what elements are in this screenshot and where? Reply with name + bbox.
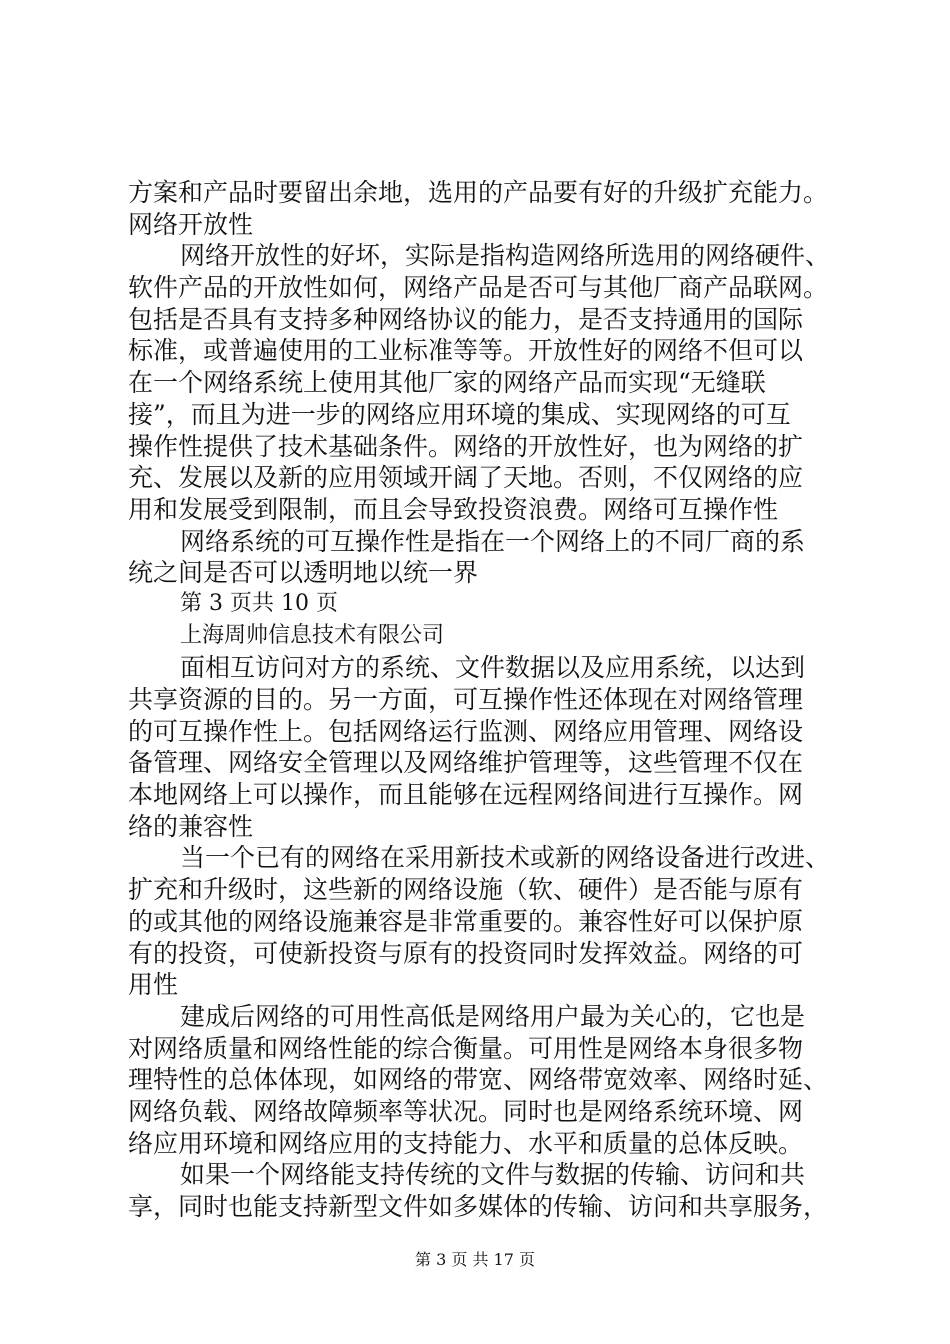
text-line: 方案和产品时要留出余地，选用的产品要有好的升级扩充能力。: [128, 178, 829, 207]
text-line: 网络开放性的好坏，实际是指构造网络所选用的网络硬件、: [180, 241, 831, 270]
text-line: 络应用环境和网络应用的支持能力、水平和质量的总体反映。: [128, 1129, 804, 1158]
text-line: 当一个已有的网络在采用新技术或新的网络设备进行改进、: [180, 843, 831, 872]
text-line: 在一个网络系统上使用其他厂家的网络产品而实现“无缝联: [128, 368, 766, 397]
text-line: 用和发展受到限制，而且会导致投资浪费。网络可互操作性: [128, 495, 779, 524]
text-line: 包括是否具有支持多种网络协议的能力，是否支持通用的国际: [128, 305, 804, 334]
text-line: 对网络质量和网络性能的综合衡量。可用性是网络本身很多物: [128, 1034, 804, 1063]
text-line: 的可互操作性上。包括网络运行监测、网络应用管理、网络设: [128, 717, 804, 746]
text-line: 面相互访问对方的系统、文件数据以及应用系统，以达到: [180, 653, 806, 682]
text-line: 用性: [128, 970, 179, 999]
text-line: 理特性的总体体现，如网络的带宽、网络带宽效率、网络时延、: [128, 1065, 829, 1094]
text-line: 软件产品的开放性如何，网络产品是否可与其他厂商产品联网。: [128, 273, 829, 302]
text-line: 如果一个网络能支持传统的文件与数据的传输、访问和共: [180, 1160, 806, 1189]
text-line: 网络负载、网络故障频率等状况。同时也是网络系统环境、网: [128, 1097, 804, 1126]
text-line: 络的兼容性: [128, 812, 254, 841]
text-line: 网络系统的可互操作性是指在一个网络上的不同厂商的系: [180, 527, 806, 556]
text-line: 备管理、网络安全管理以及网络维护管理等，这些管理不仅在: [128, 748, 804, 777]
text-line: 享，同时也能支持新型文件如多媒体的传输、访问和共享服务，: [128, 1192, 829, 1221]
text-line: 标准，或普遍使用的工业标准等等。开放性好的网络不但可以: [128, 336, 804, 365]
text-line: 有的投资，可使新投资与原有的投资同时发挥效益。网络的可: [128, 939, 804, 968]
section-heading-network-openness: 网络开放性: [128, 210, 254, 239]
text-line: 扩充和升级时，这些新的网络设施（软、硬件）是否能与原有: [128, 875, 804, 904]
text-line: 的或其他的网络设施兼容是非常重要的。兼容性好可以保护原: [128, 907, 804, 936]
text-line: 接”，而且为进一步的网络应用环境的集成、实现网络的可互: [128, 400, 791, 429]
text-line: 共享资源的目的。另一方面，可互操作性还体现在对网络管理: [128, 685, 804, 714]
text-line: 操作性提供了技术基础条件。网络的开放性好，也为网络的扩: [128, 432, 804, 461]
embedded-page-number: 第 3 页共 10 页: [180, 591, 338, 616]
text-line: 建成后网络的可用性高低是网络用户最为关心的，它也是: [180, 1002, 806, 1031]
company-name: 上海周帅信息技术有限公司: [180, 623, 445, 648]
text-line: 统之间是否可以透明地以统一界: [128, 558, 479, 587]
text-line: 充、发展以及新的应用领域开阔了天地。否则，不仅网络的应: [128, 463, 804, 492]
text-line: 本地网络上可以操作，而且能够在远程网络间进行互操作。网: [128, 780, 804, 809]
page-footer: 第 3 页 共 17 页: [415, 1250, 535, 1269]
